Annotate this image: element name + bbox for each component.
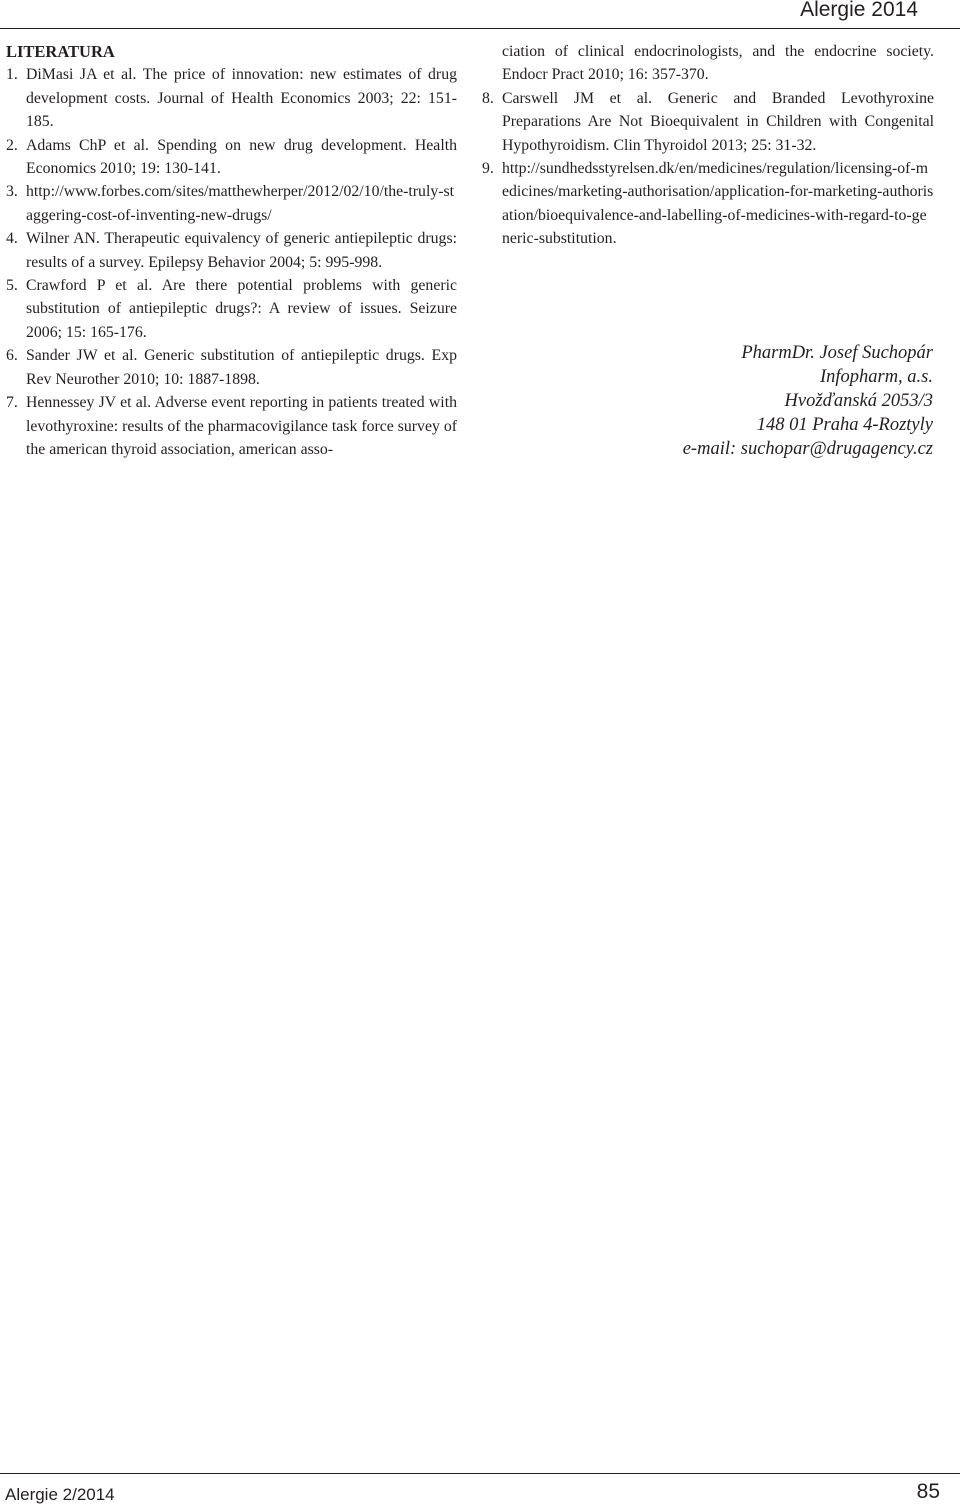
author-contact (683, 341, 933, 461)
references-right-column (482, 40, 934, 251)
references-left-column (6, 40, 457, 461)
reference-item: 5. Crawford P et al. Are there potential problems with generic substitution of antiepileptic drugs?: A review of issues. Seizure 2006; 15: 165-176. (6, 277, 457, 341)
reference-item: 4. Wilner AN. Therapeutic equivalency of generic antiepileptic drugs: results of a survey. Epilepsy Behavior 2004; 5: 995-998. (6, 230, 457, 271)
author-email[interactable]: e-mail: suchopar@drugagency.cz (682, 439, 933, 459)
reference-item: 8. Carswell JM et al. Generic and Branded Levothyroxine Preparations Are Not Bioequivalent in Children with Congenital Hypothyroidism. Clin Thyroidol 2013; 25: 31-32. (482, 89, 934, 154)
journal-issue: Alergie 2/2014 (5, 1485, 115, 1504)
page-number: 85 (916, 1480, 940, 1503)
reference-item: 1. DiMasi JA et al. The price of innovation: new estimates of drug development costs. Journal of Health Economics 2003; 22: 151-185. (6, 66, 457, 131)
reference-text: Carswell JM et al. Generic and Branded Levothyroxine Preparations Are Not Bioequivalent in Children with Congenital Hypothyroidism. Clin Thyroidol 2013; 25: 31-32. (502, 89, 934, 154)
footer-divider (0, 1473, 960, 1474)
header-divider (0, 28, 960, 29)
reference-item: 2. Adams ChP et al. Spending on new drug development. Health Economics 2010; 19: 130-141. (6, 136, 457, 178)
author-name: PharmDr. Josef Suchopár (741, 343, 933, 363)
reference-item: 6. Sander JW et al. Generic substitution of antiepileptic drugs. Exp Rev Neurother 2010; 10: 1887-1898. (6, 347, 457, 388)
reference-item: 3. http://www.forbes.com/sites/matthewherper/2012/02/10/the-truly-staggering-cost-of-inventing-new-drugs/ (6, 183, 455, 224)
author-company: Infopharm, a.s. (819, 367, 933, 387)
author-street: Hvožďanská 2053/3 (784, 391, 933, 411)
reference-text: Sander JW et al. Generic substitution of antiepileptic drugs. Exp Rev Neurother 2010; 10: 1887-1898. (26, 347, 457, 388)
reference-item: 7. Hennessey JV et al. Adverse event reporting in patients treated with levothyroxine: results of the pharmacovigilance task force survey of the american thyroid association, american asso- (6, 394, 457, 458)
reference-text: Wilner AN. Therapeutic equivalency of generic antiepileptic drugs: results of a survey. Epilepsy Behavior 2004; 5: 995-998. (26, 230, 457, 271)
references-heading: LITERATURA (6, 42, 115, 61)
reference-link[interactable]: http://sundhedsstyrelsen.dk/en/medicines/regulation/licensing-of-medicines/marketing-authorisation/application-for-marketing-authorisation/bioequivalence-and-labelling-of-medicines-with-regard-to-generic-substitution. (502, 160, 934, 248)
journal-title: Alergie 2014 (800, 0, 918, 21)
author-city: 148 01 Praha 4-Roztyly (756, 415, 933, 435)
reference-link[interactable]: http://www.forbes.com/sites/matthewherper/2012/02/10/the-truly-staggering-cost-of-inventing-new-drugs/ (26, 183, 455, 224)
reference-continuation: ciation of clinical endocrinologists, and the endocrine society. Endocr Pract 2010; 16: 357-370. (502, 43, 934, 84)
reference-text: DiMasi JA et al. The price of innovation: new estimates of drug development costs. Journal of Health Economics 2003; 22: 151-185. (26, 66, 457, 131)
reference-text: Adams ChP et al. Spending on new drug development. Health Economics 2010; 19: 130-141. (26, 136, 457, 178)
reference-text: Hennessey JV et al. Adverse event reporting in patients treated with levothyroxine: results of the pharmacovigilance task force survey of the american thyroid association, american asso- (26, 394, 457, 458)
reference-text: Crawford P et al. Are there potential problems with generic substitution of antiepileptic drugs?: A review of issues. Seizure 2006; 15: 165-176. (26, 277, 457, 341)
reference-item: 9. http://sundhedsstyrelsen.dk/en/medicines/regulation/licensing-of-medicines/marketing-authorisation/application-for-marketing-authorisation/bioequivalence-and-labelling-of-medicines-with-regard-to-generic-substitution. (482, 160, 934, 248)
